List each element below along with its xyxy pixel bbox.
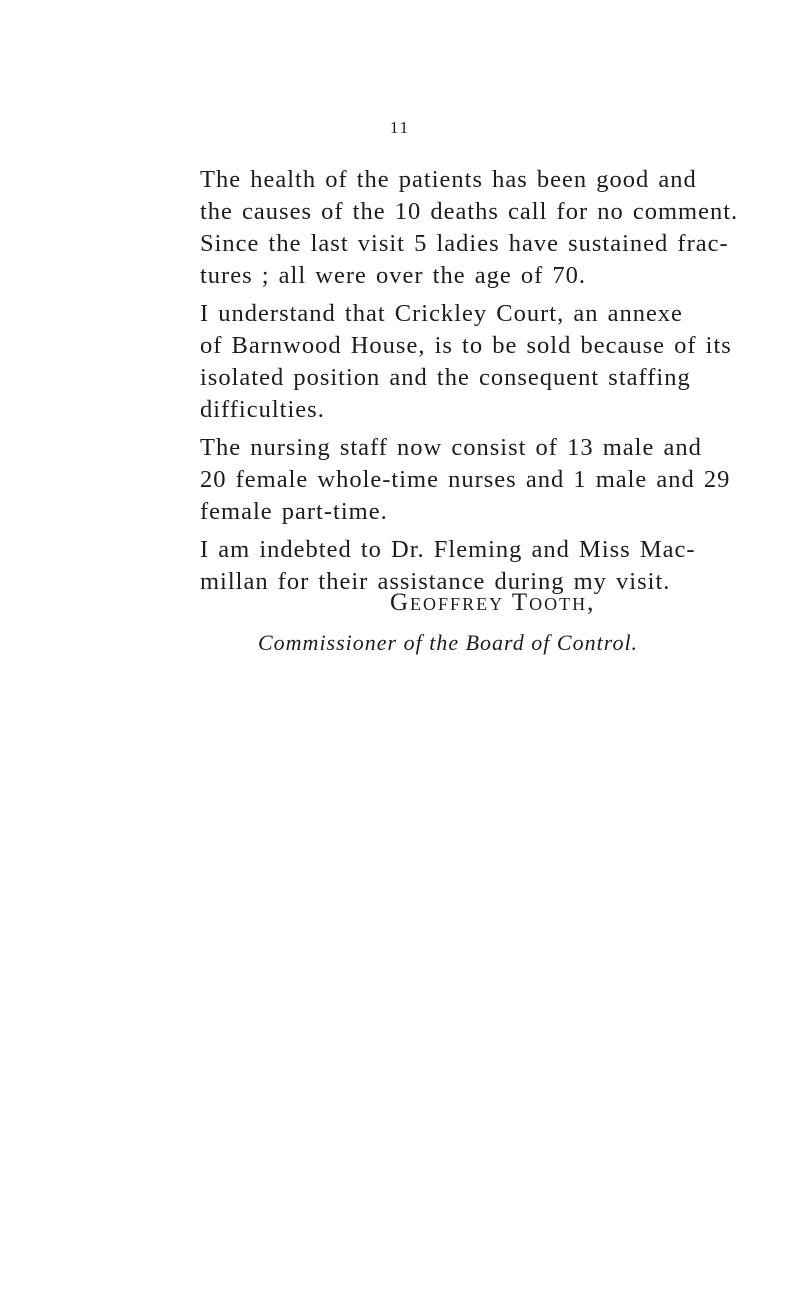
text-line: I understand that Crickley Court, an annexe (200, 300, 683, 327)
text-line: Since the last visit 5 ladies have sustained frac- (200, 230, 729, 257)
page-number: 11 (389, 118, 411, 137)
text-line: The health of the patients has been good and (200, 166, 697, 193)
text-line: difficulties. (200, 396, 325, 423)
text-line: the causes of the 10 deaths call for no comment. (200, 198, 739, 225)
text-line: tures ; all were over the age of 70. (200, 262, 587, 289)
signature-title: Commissioner of the Board of Control. (258, 630, 639, 655)
text-line: isolated position and the consequent staffing (200, 364, 691, 391)
text-line: female part-time. (200, 498, 388, 525)
paragraph-crickley-court (200, 298, 732, 426)
text-line: of Barnwood House, is to be sold because of its (200, 332, 732, 359)
paragraph-patient-health (200, 164, 739, 292)
text-line: The nursing staff now consist of 13 male and (200, 434, 702, 461)
text-line: I am indebted to Dr. Fleming and Miss Mac- (200, 536, 696, 563)
document-body (200, 164, 739, 604)
paragraph-nursing-staff (200, 432, 731, 528)
signature-name: Geoffrey Tooth, (390, 589, 596, 616)
text-line: millan for their assistance during my visit. (200, 568, 671, 595)
text-line: 20 female whole-time nurses and 1 male and 29 (200, 466, 731, 493)
